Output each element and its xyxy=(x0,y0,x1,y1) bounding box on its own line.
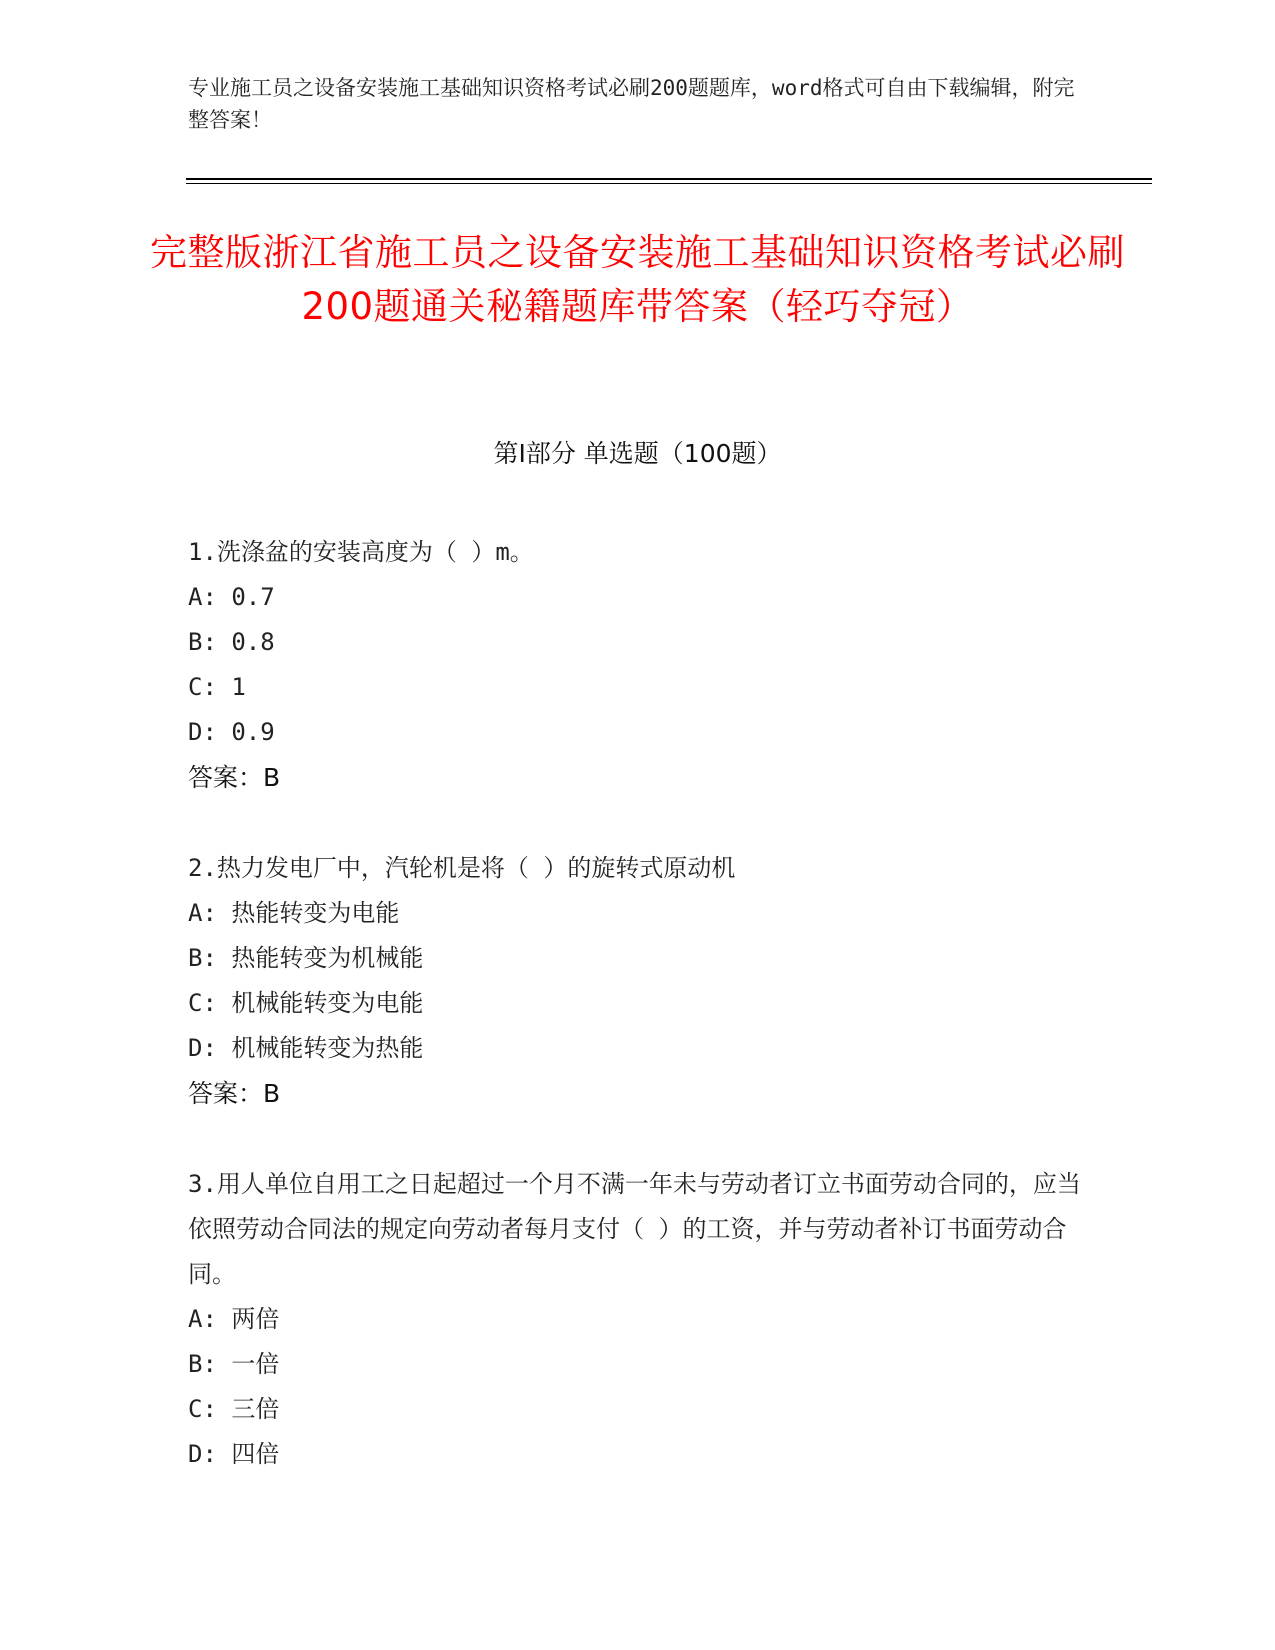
question-stem: 2.热力发电厂中，汽轮机是将（ ）的旋转式原动机 xyxy=(188,854,736,882)
option-b: B: 热能转变为机械能 xyxy=(188,944,424,972)
question-stem: 3.用人单位自用工之日起超过一个月不满一年未与劳动者订立书面劳动合同的，应当依照劳动合同法的规定向劳动者每月支付（ ）的工资，并与劳动者补订书面劳动合同。 xyxy=(188,1170,1081,1288)
option-a: A: 0.7 xyxy=(188,583,275,611)
option-a: A: 热能转变为电能 xyxy=(188,899,400,927)
option-b: B: 一倍 xyxy=(188,1350,280,1378)
question-2 xyxy=(188,846,1088,1116)
document-title: 完整版浙江省施工员之设备安装施工基础知识资格考试必刷200题通关秘籍题库带答案（轻巧夺冠） xyxy=(150,231,1125,328)
option-d: D: 0.9 xyxy=(188,718,275,746)
question-list xyxy=(188,530,1088,1523)
option-c: C: 三倍 xyxy=(188,1395,280,1423)
option-c: C: 1 xyxy=(188,673,246,701)
answer-line: 答案：B xyxy=(188,763,281,792)
header-rule-thin xyxy=(186,183,1152,184)
option-d: D: 机械能转变为热能 xyxy=(188,1034,424,1062)
option-d: D: 四倍 xyxy=(188,1440,280,1468)
section-heading: 第I部分 单选题（100题） xyxy=(493,439,782,468)
option-c: C: 机械能转变为电能 xyxy=(188,989,424,1017)
option-b: B: 0.8 xyxy=(188,628,275,656)
question-3 xyxy=(188,1162,1088,1477)
question-1 xyxy=(188,530,1088,800)
header-note: 专业施工员之设备安装施工基础知识资格考试必刷200题题库，word格式可自由下载编辑，附完整答案！ xyxy=(188,76,1075,132)
option-a: A: 两倍 xyxy=(188,1305,280,1333)
header-rule-thick xyxy=(186,178,1152,180)
question-stem: 1.洗涤盆的安装高度为（ ）m。 xyxy=(188,538,534,566)
answer-line: 答案：B xyxy=(188,1079,281,1108)
